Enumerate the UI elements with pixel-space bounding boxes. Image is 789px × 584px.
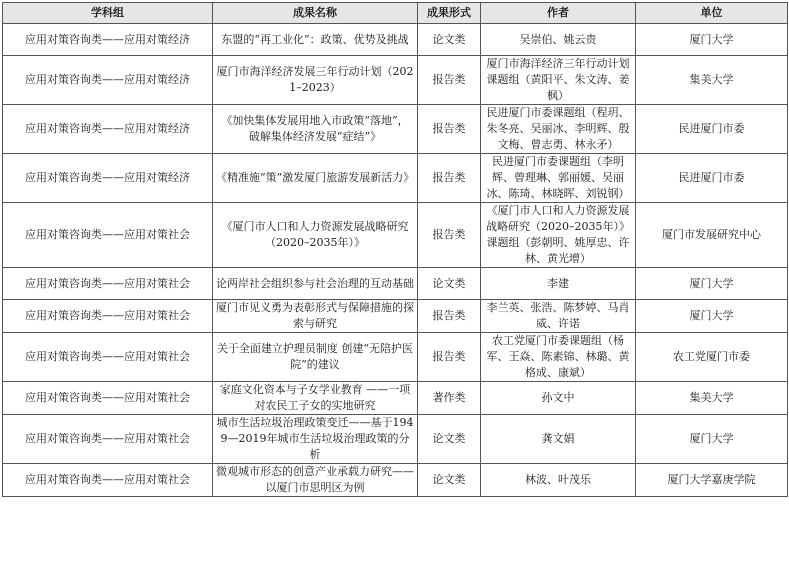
cell-group: 应用对策咨询类——应用对策社会 — [3, 464, 213, 497]
cell-author: 民进厦门市委课题组（程玥、朱冬亮、吴丽冰、李明辉、殷文梅、曾志勇、林永矛） — [481, 105, 636, 154]
cell-title: 《精准施“策”激发厦门旅游发展新活力》 — [213, 154, 418, 203]
cell-title: 微观城市形态的创意产业承载力研究——以厦门市思明区为例 — [213, 464, 418, 497]
cell-unit: 厦门市发展研究中心 — [636, 203, 788, 268]
cell-unit: 民进厦门市委 — [636, 105, 788, 154]
table-row — [3, 464, 788, 497]
cell-unit: 厦门大学 — [636, 268, 788, 300]
cell-unit: 厦门大学 — [636, 24, 788, 56]
cell-group: 应用对策咨询类——应用对策社会 — [3, 203, 213, 268]
awards-table — [2, 2, 788, 497]
cell-title: 《加快集体发展用地入市政策“落地”，破解集体经济发展“症结”》 — [213, 105, 418, 154]
header-author: 作者 — [481, 3, 636, 24]
header-unit: 单位 — [636, 3, 788, 24]
cell-form: 报告类 — [418, 56, 481, 105]
cell-unit: 民进厦门市委 — [636, 154, 788, 203]
table-row — [3, 268, 788, 300]
cell-group: 应用对策咨询类——应用对策社会 — [3, 382, 213, 415]
cell-author: 孙文中 — [481, 382, 636, 415]
cell-form: 报告类 — [418, 333, 481, 382]
header-row — [3, 3, 788, 24]
cell-title: 城市生活垃圾治理政策变迁——基于1949—2019年城市生活垃圾治理政策的分析 — [213, 415, 418, 464]
header-title: 成果名称 — [213, 3, 418, 24]
table-row — [3, 203, 788, 268]
cell-title: 厦门市见义勇为表彰形式与保障措施的探索与研究 — [213, 300, 418, 333]
cell-unit: 集美大学 — [636, 56, 788, 105]
cell-form: 报告类 — [418, 300, 481, 333]
cell-form: 论文类 — [418, 415, 481, 464]
cell-title: 东盟的“再工业化”：政策、优势及挑战 — [213, 24, 418, 56]
cell-author: 民进厦门市委课题组（李明辉、曾理琳、郭丽媛、吴丽冰、陈琦、林晓晖、刘锐钢） — [481, 154, 636, 203]
cell-author: 《厦门市人口和人力资源发展战略研究（2020–2035年）》课题组（彭朝明、姚厚忠、许林、黄光增） — [481, 203, 636, 268]
header-form: 成果形式 — [418, 3, 481, 24]
table-row — [3, 382, 788, 415]
cell-author: 李兰英、张浩、陈梦婷、马肖威、许诺 — [481, 300, 636, 333]
cell-unit: 厦门大学 — [636, 300, 788, 333]
table-row — [3, 56, 788, 105]
cell-author: 农工党厦门市委课题组（杨军、王焱、陈素锦、林璐、黄格成、康斌） — [481, 333, 636, 382]
cell-group: 应用对策咨询类——应用对策经济 — [3, 154, 213, 203]
cell-unit: 农工党厦门市委 — [636, 333, 788, 382]
cell-title: 厦门市海洋经济发展三年行动计划（2021–2023） — [213, 56, 418, 105]
table-row — [3, 154, 788, 203]
cell-group: 应用对策咨询类——应用对策社会 — [3, 415, 213, 464]
cell-group: 应用对策咨询类——应用对策社会 — [3, 268, 213, 300]
cell-form: 报告类 — [418, 105, 481, 154]
table-row — [3, 105, 788, 154]
cell-author: 龚文娟 — [481, 415, 636, 464]
header-subject-group: 学科组 — [3, 3, 213, 24]
cell-group: 应用对策咨询类——应用对策经济 — [3, 56, 213, 105]
cell-author: 吴崇伯、姚云贵 — [481, 24, 636, 56]
table-row — [3, 24, 788, 56]
cell-title: 家庭文化资本与子女学业教育 ——一项对农民工子女的实地研究 — [213, 382, 418, 415]
cell-unit: 厦门大学嘉庚学院 — [636, 464, 788, 497]
cell-author: 李建 — [481, 268, 636, 300]
cell-author: 林波、叶茂乐 — [481, 464, 636, 497]
cell-form: 报告类 — [418, 154, 481, 203]
cell-title: 关于全面建立护理员制度 创建“无陪护医院”的建议 — [213, 333, 418, 382]
cell-unit: 厦门大学 — [636, 415, 788, 464]
cell-form: 论文类 — [418, 464, 481, 497]
cell-form: 著作类 — [418, 382, 481, 415]
cell-form: 论文类 — [418, 268, 481, 300]
cell-group: 应用对策咨询类——应用对策经济 — [3, 24, 213, 56]
cell-author: 厦门市海洋经济三年行动计划课题组（黄阳平、朱文涛、姜枫） — [481, 56, 636, 105]
cell-group: 应用对策咨询类——应用对策经济 — [3, 105, 213, 154]
table-row — [3, 333, 788, 382]
cell-form: 报告类 — [418, 203, 481, 268]
cell-group: 应用对策咨询类——应用对策社会 — [3, 333, 213, 382]
cell-title: 《厦门市人口和人力资源发展战略研究（2020–2035年）》 — [213, 203, 418, 268]
cell-form: 论文类 — [418, 24, 481, 56]
cell-title: 论两岸社会组织参与社会治理的互动基础 — [213, 268, 418, 300]
table-row — [3, 415, 788, 464]
cell-group: 应用对策咨询类——应用对策社会 — [3, 300, 213, 333]
cell-unit: 集美大学 — [636, 382, 788, 415]
table-row — [3, 300, 788, 333]
